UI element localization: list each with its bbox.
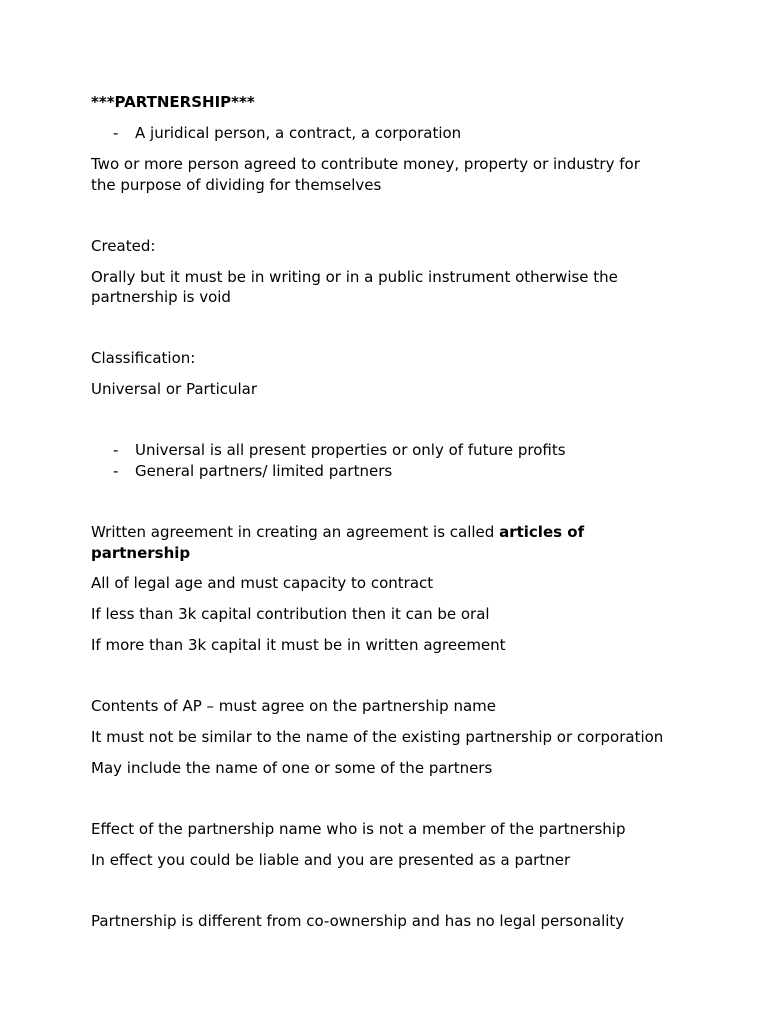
bullet-marker: -: [113, 441, 119, 459]
bullet-text: Universal is all present properties or only of future profits: [135, 441, 566, 459]
legal-age-line: All of legal age and must capacity to contract: [91, 574, 434, 592]
created-line-2: partnership is void: [91, 288, 231, 306]
list-item: [113, 440, 566, 461]
definition-line-2: the purpose of dividing for themselves: [91, 176, 382, 194]
written-agreement-line-1: [91, 522, 584, 543]
classification-heading: Classification:: [91, 349, 196, 367]
not-similar-line: It must not be similar to the name of the existing partnership or corporation: [91, 728, 664, 746]
classification-value: Universal or Particular: [91, 380, 258, 398]
created-line-1: Orally but it must be in writing or in a public instrument otherwise the: [91, 268, 618, 286]
less-than-3k-line: If less than 3k capital contribution then it can be oral: [91, 605, 490, 623]
definition-line-1: Two or more person agreed to contribute money, property or industry for: [91, 155, 640, 173]
partnership-term: partnership: [91, 544, 191, 562]
document-title: ***PARTNERSHIP***: [91, 93, 255, 111]
contents-ap-line: Contents of AP – must agree on the partnership name: [91, 697, 496, 715]
articles-of-term: articles of: [499, 523, 585, 541]
created-heading: Created:: [91, 237, 156, 255]
effect-name-line: Effect of the partnership name who is not a member of the partnership: [91, 820, 626, 838]
definition-bullet: [113, 123, 461, 144]
may-include-line: May include the name of one or some of the partners: [91, 759, 493, 777]
bullet-text: General partners/ limited partners: [135, 462, 393, 480]
written-agreement-text: Written agreement in creating an agreement is called: [91, 523, 500, 541]
in-effect-line: In effect you could be liable and you are presented as a partner: [91, 851, 571, 869]
different-line: Partnership is different from co-ownership and has no legal personality: [91, 912, 625, 930]
list-item: [113, 461, 392, 482]
more-than-3k-line: If more than 3k capital it must be in written agreement: [91, 636, 506, 654]
bullet-text: A juridical person, a contract, a corporation: [135, 124, 462, 142]
bullet-marker: -: [113, 462, 119, 480]
bullet-marker: -: [113, 124, 119, 142]
